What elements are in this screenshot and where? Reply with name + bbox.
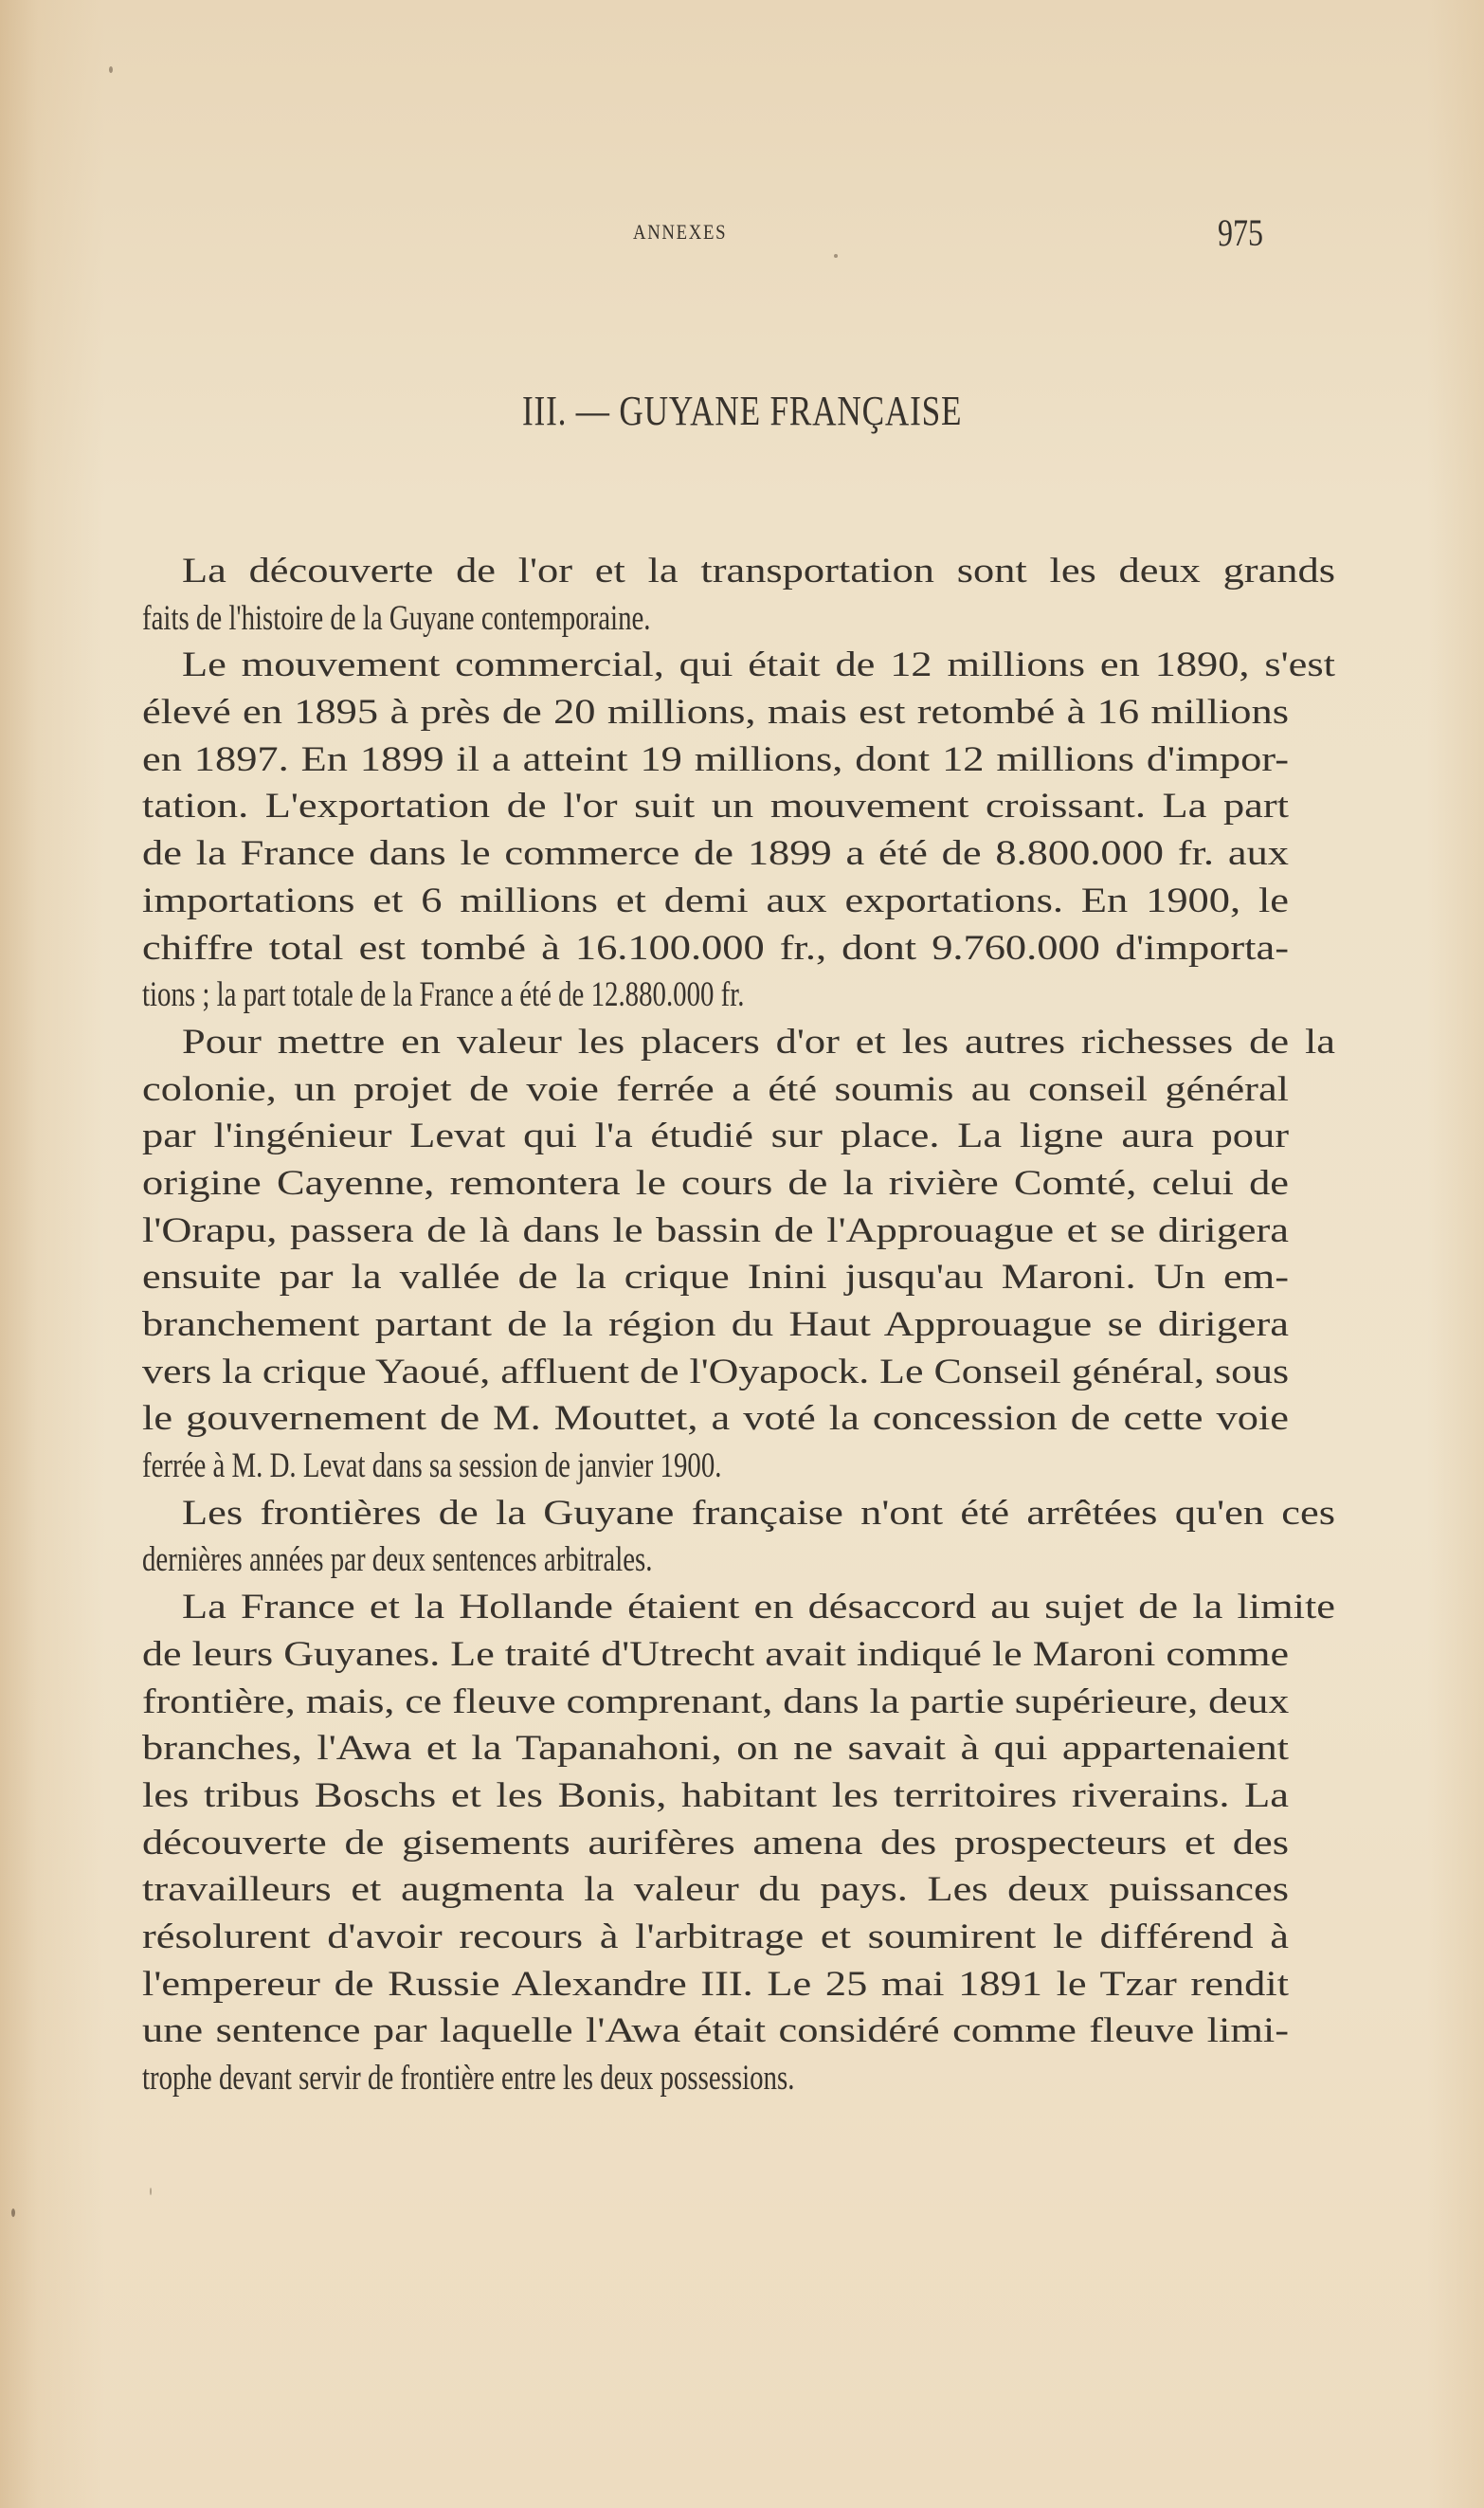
- text-line: élevé en 1895 à près de 20 millions, mais est retombé à 16 millions: [142, 693, 1289, 733]
- paragraph: [142, 642, 1335, 1019]
- text-line: Pour mettre en valeur les placers d'or et les autres richesses de la: [182, 1022, 1335, 1062]
- text-line: les tribus Boschs et les Bonis, habitant les territoires riverains. La: [142, 1775, 1289, 1815]
- paper-speck: [109, 66, 113, 73]
- paragraph: [142, 1490, 1335, 1584]
- text-line: par l'ingénieur Levat qui l'a étudié sur place. La ligne aura pour: [142, 1117, 1289, 1156]
- text-line: l'empereur de Russie Alexandre III. Le 25 mai 1891 le Tzar rendit: [142, 1964, 1289, 2004]
- text-line: colonie, un projet de voie ferrée a été soumis au conseil général: [142, 1069, 1289, 1109]
- text-line: ferrée à M. D. Levat dans sa session de janvier 1900.: [142, 1446, 722, 1486]
- text-line: de la France dans le commerce de 1899 a été de 8.800.000 fr. aux: [142, 834, 1289, 874]
- section-title-text: III. — GUYANE FRANÇAISE: [521, 388, 963, 434]
- text-line: l'Orapu, passera de là dans le bassin de l'Approuague et se dirigera: [142, 1210, 1289, 1250]
- paper-speck: [150, 2188, 152, 2195]
- text-line: travailleurs et augmenta la valeur du pays. Les deux puissances: [142, 1870, 1289, 1910]
- text-line: La découverte de l'or et la transportation sont les deux grands: [182, 552, 1335, 591]
- paper-speck: [11, 2208, 15, 2217]
- body-text: [142, 548, 1335, 2102]
- text-line: Les frontières de la Guyane française n'ont été arrêtées qu'en ces: [182, 1493, 1335, 1533]
- text-line: branches, l'Awa et la Tapanahoni, on ne savait à qui appartenaient: [142, 1729, 1289, 1769]
- text-line: vers la crique Yaoué, affluent de l'Oyapock. Le Conseil général, sous: [142, 1352, 1290, 1391]
- text-line: le gouvernement de M. Mouttet, a voté la concession de cette voie: [142, 1399, 1289, 1439]
- text-line: chiffre total est tombé à 16.100.000 fr., dont 9.760.000 d'importa-: [142, 928, 1289, 968]
- paragraph: [142, 1584, 1335, 2102]
- page-number: 975: [1218, 211, 1263, 254]
- paragraph: [142, 548, 1335, 642]
- text-line: découverte de gisements aurifères amena des prospecteurs et des: [142, 1823, 1289, 1863]
- text-line: importations et 6 millions et demi aux exportations. En 1900, le: [142, 881, 1289, 920]
- text-line: La France et la Hollande étaient en désaccord au sujet de la limite: [182, 1588, 1335, 1627]
- text-line: tation. L'exportation de l'or suit un mouvement croissant. La part: [142, 787, 1289, 827]
- text-line: faits de l'histoire de la Guyane contemporaine.: [142, 598, 651, 638]
- text-line: trophe devant servir de frontière entre les deux possessions.: [142, 2059, 795, 2098]
- section-title: [0, 387, 1484, 435]
- paper-speck: [834, 254, 838, 258]
- text-line: tions ; la part totale de la France a été de 12.880.000 fr.: [142, 975, 745, 1015]
- text-line: branchement partant de la région du Haut Approuague se dirigera: [142, 1305, 1289, 1344]
- text-line: une sentence par laquelle l'Awa était considéré comme fleuve limi-: [142, 2011, 1289, 2051]
- text-line: résolurent d'avoir recours à l'arbitrage et soumirent le différend à: [142, 1917, 1289, 1956]
- text-line: frontière, mais, ce fleuve comprenant, dans la partie supérieure, deux: [142, 1681, 1290, 1721]
- text-line: origine Cayenne, remontera le cours de la rivière Comté, celui de: [142, 1163, 1289, 1203]
- running-title: ANNEXES: [633, 220, 728, 244]
- paragraph: [142, 1019, 1335, 1490]
- text-line: ensuite par la vallée de la crique Inini jusqu'au Maroni. Un em-: [142, 1258, 1289, 1298]
- text-line: dernières années par deux sentences arbitrales.: [142, 1540, 653, 1580]
- text-line: Le mouvement commercial, qui était de 12 millions en 1890, s'est: [182, 645, 1335, 685]
- running-header: [0, 211, 1484, 254]
- text-line: en 1897. En 1899 il a atteint 19 millions, dont 12 millions d'impor-: [142, 739, 1289, 779]
- text-line: de leurs Guyanes. Le traité d'Utrecht avait indiqué le Maroni comme: [142, 1634, 1289, 1674]
